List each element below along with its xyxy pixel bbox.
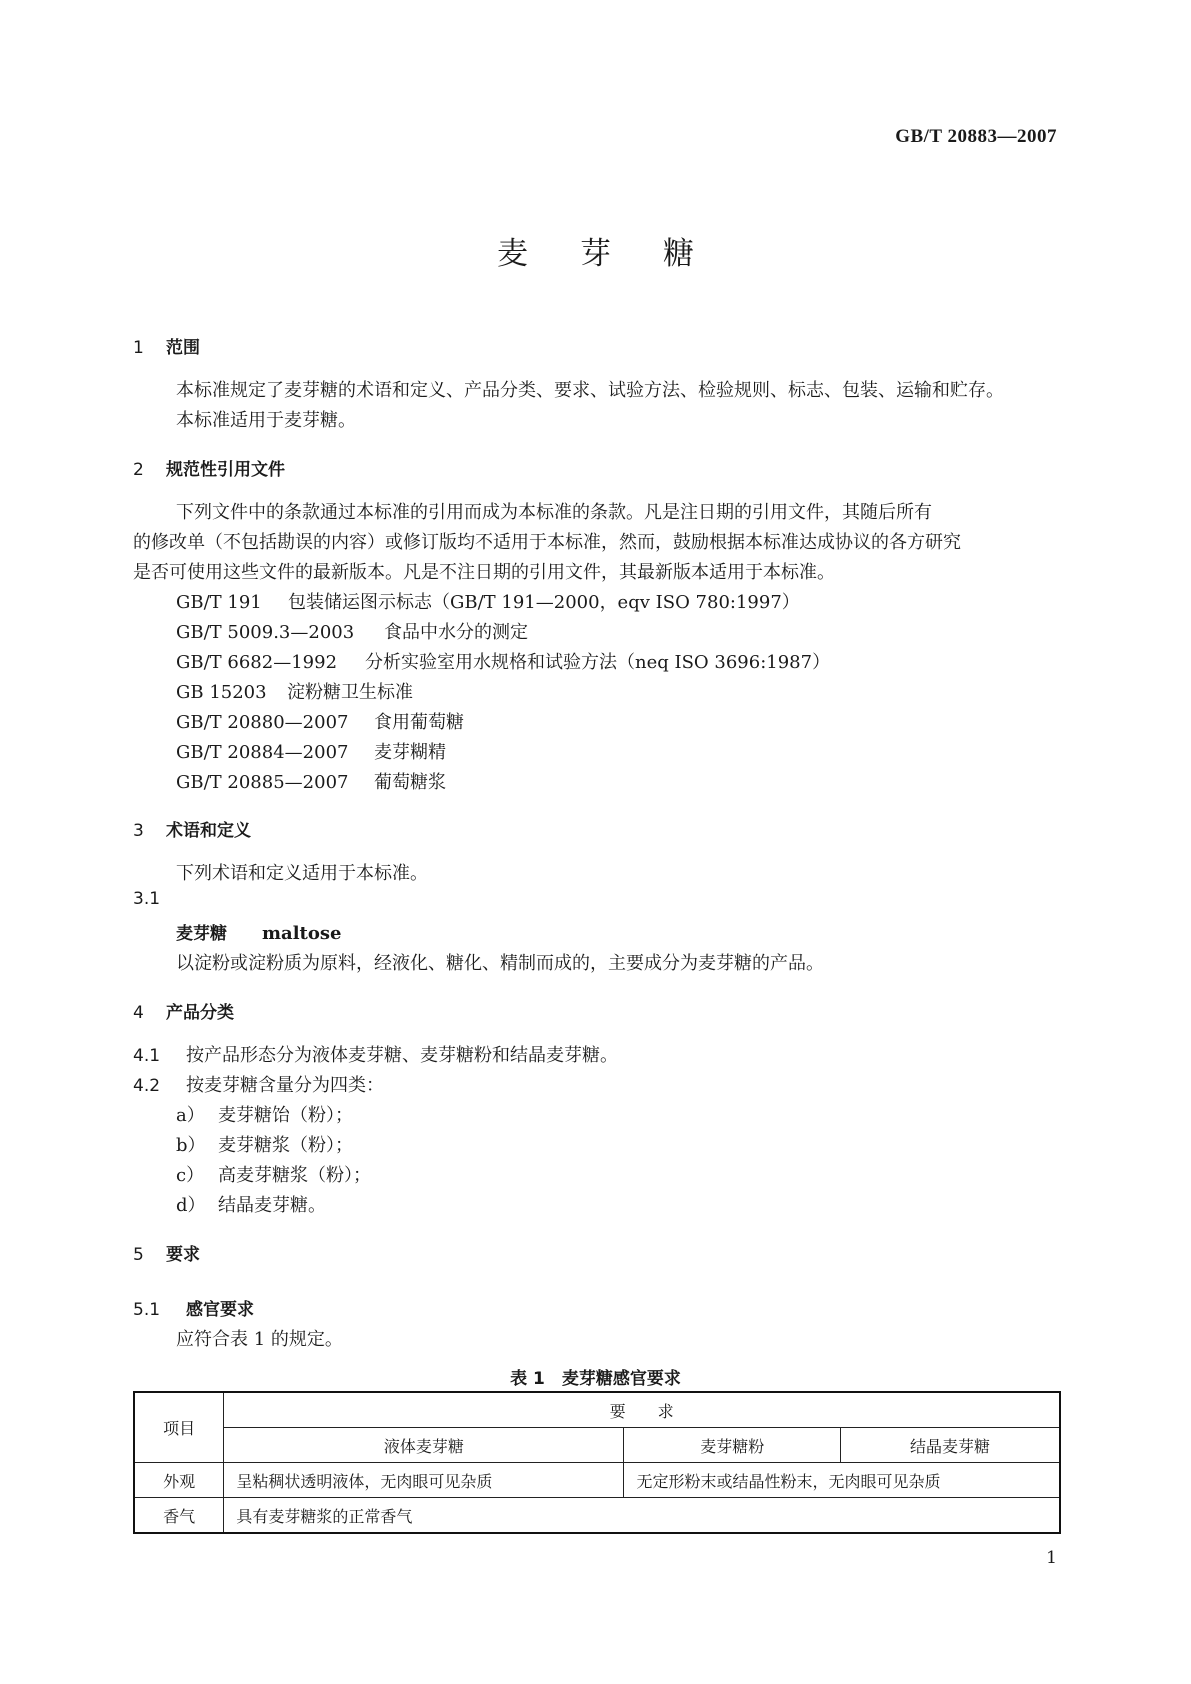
header-cell-requirements: 要 求 [224,1392,1060,1428]
list-marker: c） [176,1165,205,1186]
reference-item [176,708,464,734]
term-chinese: 麦芽糖 [176,924,227,944]
table-row [134,1463,1060,1498]
clause [133,1041,618,1067]
term-entry [176,919,341,944]
reference-title: 葡萄糖浆 [374,772,446,793]
subheader-cell: 液体麦芽糖 [224,1428,624,1463]
reference-code: GB/T 20880—2007 [176,712,349,733]
subheader-cell: 麦芽糖粉 [624,1428,841,1463]
list-text: 麦芽糖浆（粉）； [218,1135,353,1156]
section-number: 2 [133,460,144,480]
list-item [176,1101,353,1127]
table-cell: 呈粘稠状透明液体，无肉眼可见杂质 [224,1463,624,1498]
paragraph: 本标准规定了麦芽糖的术语和定义、产品分类、要求、试验方法、检验规则、标志、包装、运输和贮存。 [176,380,1004,401]
section-2-heading [133,455,285,480]
reference-code: GB/T 20884—2007 [176,742,349,763]
reference-title: 食品中水分的测定 [384,622,528,643]
standard-code: GB/T 20883—2007 [895,126,1057,147]
section-1-heading [133,333,200,358]
document-title: 麦芽糖 [497,236,746,272]
reference-item [176,768,446,794]
reference-code: GB/T 191 [176,592,262,613]
reference-code: GB/T 6682—1992 [176,652,338,673]
paragraph-line: 下列文件中的条款通过本标准的引用而成为本标准的条款。凡是注日期的引用文件，其随后所有 [176,502,932,523]
reference-title: 麦芽糊精 [374,742,446,763]
subsection-heading [133,1295,254,1320]
list-marker: a） [176,1105,205,1126]
term-english: maltose [262,923,342,944]
row-label: 外观 [134,1463,224,1498]
subsection-number: 5.1 [133,1300,161,1320]
paragraph: 应符合表 1 的规定。 [176,1329,343,1350]
table-subheader-row [134,1428,1060,1463]
list-item [176,1161,371,1187]
reference-title: 分析实验室用水规格和试验方法（neq ISO 3696:1987） [365,652,831,673]
paragraph: 本标准适用于麦芽糖。 [176,410,356,431]
reference-title: 食用葡萄糖 [374,712,464,733]
subheader-cell: 结晶麦芽糖 [840,1428,1060,1463]
section-number: 5 [133,1245,144,1265]
section-title: 产品分类 [166,1003,234,1023]
section-3-heading [133,816,251,841]
subsection-title: 感官要求 [186,1300,254,1320]
reference-title: 淀粉糖卫生标准 [287,682,413,703]
list-item [176,1191,326,1217]
clause-text: 按麦芽糖含量分为四类： [186,1075,384,1096]
list-item [176,1131,353,1157]
term-definition: 以淀粉或淀粉质为原料，经液化、糖化、精制而成的，主要成分为麦芽糖的产品。 [176,953,824,974]
sensory-requirements-table [133,1391,1061,1534]
list-marker: b） [176,1135,206,1156]
table-cell: 无定形粉末或结晶性粉末，无肉眼可见杂质 [624,1463,1060,1498]
reference-title: 包装储运图示标志（GB/T 191—2000，eqv ISO 780:1997） [288,592,800,613]
section-title: 要求 [166,1245,200,1265]
table-caption: 表 1 麦芽糖感官要求 [510,1369,681,1389]
reference-item [176,588,800,614]
section-title: 规范性引用文件 [166,460,285,480]
reference-code: GB 15203 [176,682,267,703]
page-number: 1 [1046,1548,1057,1568]
list-text: 高麦芽糖浆（粉）； [218,1165,371,1186]
clause-text: 按产品形态分为液体麦芽糖、麦芽糖粉和结晶麦芽糖。 [186,1045,618,1066]
section-number: 3 [133,821,144,841]
section-number: 4 [133,1003,144,1023]
reference-item [176,738,446,764]
list-text: 麦芽糖饴（粉）； [218,1105,353,1126]
section-title: 范围 [166,338,200,358]
clause-number: 4.2 [133,1076,161,1096]
section-4-heading [133,998,234,1023]
paragraph-line: 是否可使用这些文件的最新版本。凡是不注日期的引用文件，其最新版本适用于本标准。 [133,562,835,583]
section-title: 术语和定义 [166,821,251,841]
table-row [134,1498,1060,1534]
paragraph: 下列术语和定义适用于本标准。 [176,863,428,884]
table-cell: 具有麦芽糖浆的正常香气 [224,1498,1060,1534]
clause-number: 4.1 [133,1046,161,1066]
clause [133,1071,384,1097]
reference-code: GB/T 5009.3—2003 [176,622,355,643]
reference-item [176,618,528,644]
list-marker: d） [176,1195,206,1216]
row-label: 香气 [134,1498,224,1534]
header-cell-item: 项目 [134,1392,224,1463]
section-5-heading [133,1240,200,1265]
table-header-row [134,1392,1060,1428]
subsection-number: 3.1 [133,889,161,909]
paragraph-line: 的修改单（不包括勘误的内容）或修订版均不适用于本标准，然而，鼓励根据本标准达成协议的各方研究 [133,532,961,553]
reference-item [176,648,830,674]
list-text: 结晶麦芽糖。 [218,1195,326,1216]
reference-item [176,678,413,704]
reference-code: GB/T 20885—2007 [176,772,349,793]
section-number: 1 [133,338,144,358]
